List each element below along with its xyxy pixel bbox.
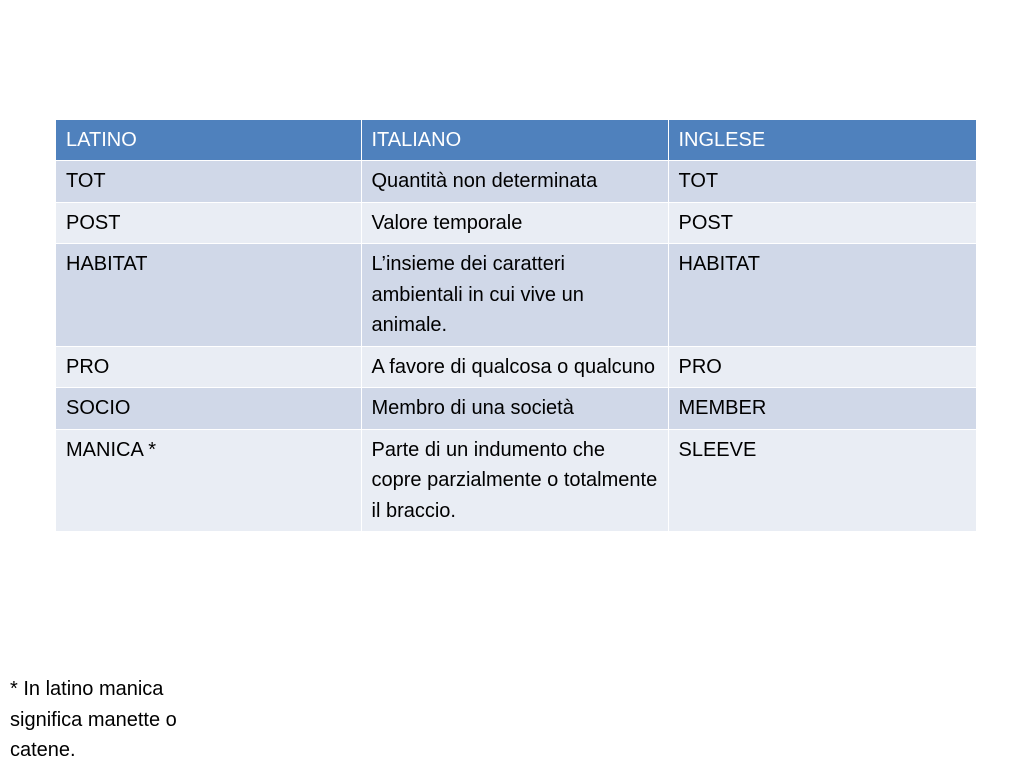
cell-latino: SOCIO bbox=[56, 388, 361, 430]
header-italiano: ITALIANO bbox=[361, 120, 668, 161]
cell-inglese: SLEEVE bbox=[668, 429, 976, 532]
cell-latino: PRO bbox=[56, 346, 361, 388]
cell-latino: POST bbox=[56, 202, 361, 244]
cell-inglese: POST bbox=[668, 202, 976, 244]
cell-italiano: Membro di una società bbox=[361, 388, 668, 430]
cell-latino: MANICA * bbox=[56, 429, 361, 532]
cell-latino: TOT bbox=[56, 161, 361, 203]
table-row bbox=[56, 244, 976, 347]
cell-inglese: PRO bbox=[668, 346, 976, 388]
header-latino: LATINO bbox=[56, 120, 361, 161]
table-header-row bbox=[56, 120, 976, 161]
table-row bbox=[56, 388, 976, 430]
cell-italiano: Valore temporale bbox=[361, 202, 668, 244]
cell-italiano: Quantità non determinata bbox=[361, 161, 668, 203]
footnote: * In latino manica significa manette o catene. bbox=[10, 678, 177, 761]
table-row bbox=[56, 346, 976, 388]
table-row bbox=[56, 429, 976, 532]
vocabulary-table bbox=[56, 120, 976, 532]
table-row bbox=[56, 202, 976, 244]
cell-inglese: HABITAT bbox=[668, 244, 976, 347]
cell-italiano: L’insieme dei caratteri ambientali in cui vive un animale. bbox=[361, 244, 668, 347]
table-row bbox=[56, 161, 976, 203]
header-inglese: INGLESE bbox=[668, 120, 976, 161]
cell-italiano: Parte di un indumento che copre parzialmente o totalmente il braccio. bbox=[361, 429, 668, 532]
cell-inglese: TOT bbox=[668, 161, 976, 203]
cell-italiano: A favore di qualcosa o qualcuno bbox=[361, 346, 668, 388]
cell-inglese: MEMBER bbox=[668, 388, 976, 430]
cell-latino: HABITAT bbox=[56, 244, 361, 347]
